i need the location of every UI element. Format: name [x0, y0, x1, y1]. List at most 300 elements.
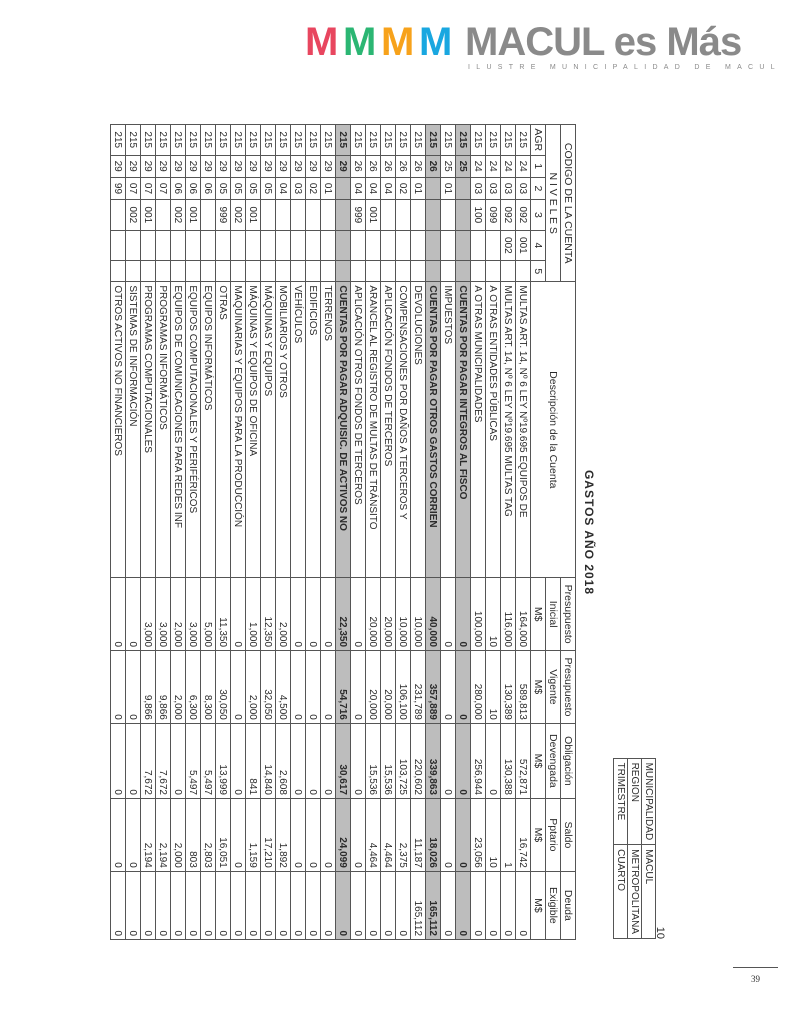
code-cell: 07: [141, 177, 156, 199]
value-cell: 0: [126, 798, 141, 871]
description-cell: MOBILIARIOS Y OTROS: [276, 282, 291, 578]
code-cell: [396, 230, 411, 261]
code-cell: [171, 230, 186, 261]
code-cell: 215: [516, 125, 531, 156]
code-cell: 04: [366, 177, 381, 199]
value-cell: 0: [321, 798, 336, 871]
footer-page-number: 39: [751, 974, 760, 984]
value-cell: 16,742: [516, 798, 531, 871]
value-cell: 6,300: [186, 651, 201, 724]
description-cell: A OTRAS MUNICIPALIDADES: [471, 282, 486, 578]
table-row: [111, 125, 126, 940]
code-cell: [426, 177, 441, 199]
value-cell: 30,050: [216, 651, 231, 724]
value-cell: 0: [441, 651, 456, 724]
value-cell: 2,000: [171, 651, 186, 724]
value-cell: 54,716: [336, 651, 351, 724]
table-row: [501, 125, 516, 940]
table-row: [126, 125, 141, 940]
value-cell: 12,350: [261, 578, 276, 651]
code-cell: [336, 200, 351, 231]
code-cell: 215: [471, 125, 486, 156]
value-cell: 0: [231, 798, 246, 871]
value-cell: 0: [126, 651, 141, 724]
code-cell: 29: [261, 155, 276, 177]
code-cell: [321, 261, 336, 282]
code-cell: 215: [441, 125, 456, 156]
value-cell: 2,194: [141, 798, 156, 871]
code-cell: [291, 230, 306, 261]
value-cell: 841: [246, 723, 261, 798]
code-cell: 29: [216, 155, 231, 177]
value-cell: 3,000: [141, 578, 156, 651]
value-cell: 2,000: [276, 578, 291, 651]
value-cell: 803: [186, 798, 201, 871]
table-row: [231, 125, 246, 940]
value-cell: 5,497: [186, 723, 201, 798]
code-cell: [291, 200, 306, 231]
value-cell: 0: [126, 578, 141, 651]
value-cell: 0: [486, 871, 501, 939]
value-cell: 0: [381, 871, 396, 939]
code-cell: 25: [456, 155, 471, 177]
code-cell: [306, 261, 321, 282]
code-cell: 06: [171, 177, 186, 199]
value-cell: 17,210: [261, 798, 276, 871]
code-cell: 001: [516, 230, 531, 261]
brand-name: MACUL es Más: [465, 20, 742, 64]
code-cell: 02: [396, 177, 411, 199]
value-cell: 1,892: [276, 798, 291, 871]
code-cell: [396, 200, 411, 231]
code-cell: [516, 261, 531, 282]
value-cell: 2,803: [201, 798, 216, 871]
code-cell: [486, 230, 501, 261]
code-cell: 24: [501, 155, 516, 177]
header-col-4-unit: M$: [531, 798, 546, 871]
value-cell: 0: [456, 871, 471, 939]
value-cell: 0: [471, 871, 486, 939]
code-cell: [336, 177, 351, 199]
value-cell: 0: [231, 578, 246, 651]
value-cell: 4,464: [381, 798, 396, 871]
code-cell: 04: [351, 177, 366, 199]
code-cell: 29: [276, 155, 291, 177]
value-cell: 0: [321, 578, 336, 651]
code-cell: 29: [171, 155, 186, 177]
value-cell: 0: [321, 651, 336, 724]
code-cell: 215: [486, 125, 501, 156]
value-cell: 0: [351, 871, 366, 939]
value-cell: 11,350: [216, 578, 231, 651]
header-col-1-l2: Inicial: [546, 578, 561, 651]
code-cell: [441, 261, 456, 282]
description-cell: OTROS ACTIVOS NO FINANCIEROS: [111, 282, 126, 578]
code-cell: 26: [396, 155, 411, 177]
value-cell: 0: [231, 871, 246, 939]
value-cell: 15,536: [381, 723, 396, 798]
description-cell: EQUIPOS INFORMÁTICOS: [201, 282, 216, 578]
value-cell: 0: [351, 651, 366, 724]
code-cell: 215: [276, 125, 291, 156]
value-cell: 0: [441, 798, 456, 871]
code-cell: [411, 261, 426, 282]
description-cell: CUENTAS POR PAGAR ADQUISIC. DE ACTIVOS NO: [336, 282, 351, 578]
code-cell: [276, 200, 291, 231]
logo-m-green: M: [343, 20, 377, 64]
value-cell: 20,000: [381, 578, 396, 651]
brand-subtitle: ILUSTRE MUNICIPALIDAD DE MACUL: [468, 64, 781, 71]
code-cell: [456, 230, 471, 261]
value-cell: 0: [231, 651, 246, 724]
description-cell: MÁQUINAS Y EQUIPOS: [261, 282, 276, 578]
description-cell: MULTAS ART. 14, Nº 6 LEY Nº19.695 MULTAS TAG: [501, 282, 516, 578]
value-cell: 0: [261, 871, 276, 939]
code-cell: [201, 200, 216, 231]
code-cell: [381, 261, 396, 282]
description-cell: EQUIPOS DE COMUNICACIONES PARA REDES INF: [171, 282, 186, 578]
code-cell: [411, 200, 426, 231]
value-cell: 0: [291, 871, 306, 939]
code-cell: 03: [291, 177, 306, 199]
code-cell: [471, 230, 486, 261]
value-cell: 1: [501, 798, 516, 871]
value-cell: 7,672: [156, 723, 171, 798]
header-col-2-l1: Presupuesto: [561, 651, 576, 724]
code-cell: 215: [501, 125, 516, 156]
value-cell: 0: [516, 871, 531, 939]
description-cell: PROGRAMAS COMPUTACIONALES: [141, 282, 156, 578]
code-cell: [306, 200, 321, 231]
code-cell: [291, 261, 306, 282]
logo-m-orange: M: [381, 20, 415, 64]
code-cell: 002: [126, 200, 141, 231]
code-cell: 001: [366, 200, 381, 231]
header-descripcion: Descripción de la Cuenta: [531, 282, 576, 578]
header-col-3-l2: Devengada: [546, 723, 561, 798]
meta-value: MACUL: [642, 845, 656, 939]
value-cell: 4,464: [366, 798, 381, 871]
table-row: [246, 125, 261, 940]
table-row: [456, 125, 471, 940]
code-cell: 06: [201, 177, 216, 199]
code-cell: [441, 200, 456, 231]
code-cell: 215: [351, 125, 366, 156]
code-cell: [231, 230, 246, 261]
value-cell: 0: [111, 723, 126, 798]
value-cell: 20,000: [366, 651, 381, 724]
expenses-table: [110, 124, 576, 940]
value-cell: 0: [441, 871, 456, 939]
code-cell: [141, 261, 156, 282]
value-cell: 130,388: [501, 723, 516, 798]
code-cell: 25: [441, 155, 456, 177]
footer-rule: [733, 967, 778, 968]
code-cell: 092: [516, 200, 531, 231]
value-cell: 3,000: [186, 578, 201, 651]
code-cell: 29: [186, 155, 201, 177]
value-cell: 572,871: [516, 723, 531, 798]
header-niveles: N I V E L E S: [546, 125, 561, 282]
code-cell: 26: [381, 155, 396, 177]
value-cell: 0: [111, 871, 126, 939]
value-cell: 0: [246, 871, 261, 939]
value-cell: 18,026: [426, 798, 441, 871]
header-col-3-l1: Obligación: [561, 723, 576, 798]
value-cell: 0: [231, 723, 246, 798]
code-cell: [246, 230, 261, 261]
value-cell: 0: [441, 723, 456, 798]
description-cell: CUENTAS POR PAGAR INTEGROS AL FISCO: [456, 282, 471, 578]
value-cell: 30,617: [336, 723, 351, 798]
code-cell: 05: [261, 177, 276, 199]
value-cell: 15,536: [366, 723, 381, 798]
value-cell: 0: [486, 723, 501, 798]
header-col-3-unit: M$: [531, 723, 546, 798]
value-cell: 20,000: [381, 651, 396, 724]
table-row: [276, 125, 291, 940]
value-cell: 2,000: [171, 798, 186, 871]
value-cell: 106,100: [396, 651, 411, 724]
description-cell: IMPUESTOS: [441, 282, 456, 578]
code-cell: 29: [306, 155, 321, 177]
header-col-1-l1: Presupuesto: [561, 578, 576, 651]
value-cell: 256,944: [471, 723, 486, 798]
code-cell: 29: [231, 155, 246, 177]
code-cell: [261, 261, 276, 282]
code-cell: 002: [231, 200, 246, 231]
code-cell: 24: [471, 155, 486, 177]
table-body: [111, 125, 531, 940]
code-cell: [141, 230, 156, 261]
code-cell: 215: [231, 125, 246, 156]
code-cell: [366, 261, 381, 282]
code-cell: [396, 261, 411, 282]
header-col-5-unit: M$: [531, 871, 546, 939]
value-cell: 0: [351, 578, 366, 651]
code-cell: [456, 261, 471, 282]
code-cell: [231, 261, 246, 282]
table-row: [261, 125, 276, 940]
value-cell: 0: [291, 578, 306, 651]
code-cell: [411, 230, 426, 261]
table-row: [186, 125, 201, 940]
page-title: GASTOS AÑO 2018: [582, 469, 596, 596]
table-row: [396, 125, 411, 940]
code-cell: [336, 261, 351, 282]
table-row: [471, 125, 486, 940]
code-cell: 29: [321, 155, 336, 177]
value-cell: 0: [441, 578, 456, 651]
value-cell: 10: [486, 798, 501, 871]
value-cell: 0: [186, 871, 201, 939]
code-cell: [156, 261, 171, 282]
table-row: [336, 125, 351, 940]
value-cell: 0: [366, 871, 381, 939]
code-cell: 01: [321, 177, 336, 199]
value-cell: 23,056: [471, 798, 486, 871]
value-cell: 357,889: [426, 651, 441, 724]
value-cell: 0: [141, 871, 156, 939]
description-cell: MULTAS ART. 14, Nº 6 LEY Nº19.695 EQUIPOS DE: [516, 282, 531, 578]
value-cell: 0: [126, 871, 141, 939]
value-cell: 5,000: [201, 578, 216, 651]
meta-table: [613, 758, 656, 939]
table-row: [486, 125, 501, 940]
value-cell: 0: [171, 723, 186, 798]
value-cell: 2,000: [246, 651, 261, 724]
value-cell: 4,500: [276, 651, 291, 724]
description-cell: SISTEMAS DE INFORMACIÓN: [126, 282, 141, 578]
code-cell: 215: [321, 125, 336, 156]
code-cell: 29: [201, 155, 216, 177]
description-cell: MAQUINARIAS Y EQUIPOS PARA LA PRODUCCIÓN: [231, 282, 246, 578]
value-cell: 8,300: [201, 651, 216, 724]
value-cell: 0: [291, 798, 306, 871]
code-cell: [381, 230, 396, 261]
value-cell: 20,000: [366, 578, 381, 651]
code-cell: [351, 230, 366, 261]
value-cell: 13,999: [216, 723, 231, 798]
value-cell: 0: [216, 871, 231, 939]
code-cell: 05: [216, 177, 231, 199]
code-cell: [156, 200, 171, 231]
meta-label: TRIMESTRE: [614, 758, 628, 845]
code-cell: 29: [246, 155, 261, 177]
meta-value: METROPOLITANA: [628, 845, 642, 939]
code-cell: [351, 261, 366, 282]
code-cell: 215: [411, 125, 426, 156]
value-cell: 2,375: [396, 798, 411, 871]
value-cell: 220,602: [411, 723, 426, 798]
meta-row: [614, 758, 628, 938]
value-cell: 10,000: [396, 578, 411, 651]
value-cell: 22,350: [336, 578, 351, 651]
code-cell: 215: [366, 125, 381, 156]
code-cell: 215: [381, 125, 396, 156]
description-cell: EDIFICIOS: [306, 282, 321, 578]
description-cell: OTRAS: [216, 282, 231, 578]
code-cell: [441, 230, 456, 261]
code-cell: [126, 230, 141, 261]
value-cell: 0: [456, 723, 471, 798]
value-cell: 0: [291, 651, 306, 724]
value-cell: 16,051: [216, 798, 231, 871]
value-cell: 1,159: [246, 798, 261, 871]
table-row: [426, 125, 441, 940]
meta-value: CUARTO: [614, 845, 628, 939]
code-cell: 215: [141, 125, 156, 156]
page-number-top: 10: [654, 926, 666, 939]
header-col-4-l1: Saldo: [561, 798, 576, 871]
code-cell: 215: [291, 125, 306, 156]
value-cell: 130,389: [501, 651, 516, 724]
code-cell: 01: [441, 177, 456, 199]
code-cell: [186, 230, 201, 261]
table-row: [411, 125, 426, 940]
value-cell: 0: [456, 651, 471, 724]
code-cell: [456, 177, 471, 199]
value-cell: 1,000: [246, 578, 261, 651]
meta-row: [628, 758, 642, 938]
value-cell: 0: [111, 798, 126, 871]
value-cell: 24,099: [336, 798, 351, 871]
description-cell: DEVOLUCIONES: [411, 282, 426, 578]
value-cell: 0: [501, 871, 516, 939]
header-level-1: 1: [531, 155, 546, 177]
code-cell: [261, 230, 276, 261]
code-cell: [126, 261, 141, 282]
code-cell: 29: [111, 155, 126, 177]
value-cell: 10: [486, 651, 501, 724]
code-cell: [171, 261, 186, 282]
code-cell: 092: [501, 200, 516, 231]
code-cell: 999: [216, 200, 231, 231]
code-cell: [426, 230, 441, 261]
table-row: [141, 125, 156, 940]
value-cell: 589,813: [516, 651, 531, 724]
value-cell: 339,863: [426, 723, 441, 798]
code-cell: 001: [141, 200, 156, 231]
header-col-5-l1: Deuda: [561, 871, 576, 939]
code-cell: 215: [201, 125, 216, 156]
meta-label: REGION: [628, 758, 642, 845]
code-cell: 29: [141, 155, 156, 177]
code-cell: 215: [111, 125, 126, 156]
header-level-4: 4: [531, 230, 546, 261]
value-cell: 0: [276, 871, 291, 939]
rotated-page: [112, 120, 668, 945]
code-cell: [111, 200, 126, 231]
code-cell: [186, 261, 201, 282]
code-cell: 215: [396, 125, 411, 156]
value-cell: 231,789: [411, 651, 426, 724]
code-cell: 215: [306, 125, 321, 156]
code-cell: [321, 200, 336, 231]
header-codigo: CODIGO DE LA CUENTA: [561, 125, 576, 282]
code-cell: 03: [501, 177, 516, 199]
code-cell: [276, 261, 291, 282]
code-cell: 215: [126, 125, 141, 156]
description-cell: TERRENOS: [321, 282, 336, 578]
logo-m-blue: M: [419, 20, 453, 64]
code-cell: [246, 261, 261, 282]
code-cell: [426, 261, 441, 282]
value-cell: 0: [351, 798, 366, 871]
value-cell: 14,840: [261, 723, 276, 798]
value-cell: 40,000: [426, 578, 441, 651]
code-cell: [306, 230, 321, 261]
code-cell: [486, 261, 501, 282]
value-cell: 0: [111, 578, 126, 651]
scanned-table-frame: [112, 120, 668, 945]
code-cell: [111, 230, 126, 261]
value-cell: 0: [306, 723, 321, 798]
meta-row: [642, 758, 656, 938]
code-cell: 24: [516, 155, 531, 177]
code-cell: 215: [186, 125, 201, 156]
code-cell: 01: [411, 177, 426, 199]
code-cell: 26: [351, 155, 366, 177]
code-cell: [321, 230, 336, 261]
table-row: [441, 125, 456, 940]
table-row: [291, 125, 306, 940]
value-cell: 3,000: [156, 578, 171, 651]
code-cell: [501, 261, 516, 282]
value-cell: 0: [321, 723, 336, 798]
value-cell: 100,000: [471, 578, 486, 651]
code-cell: [426, 200, 441, 231]
